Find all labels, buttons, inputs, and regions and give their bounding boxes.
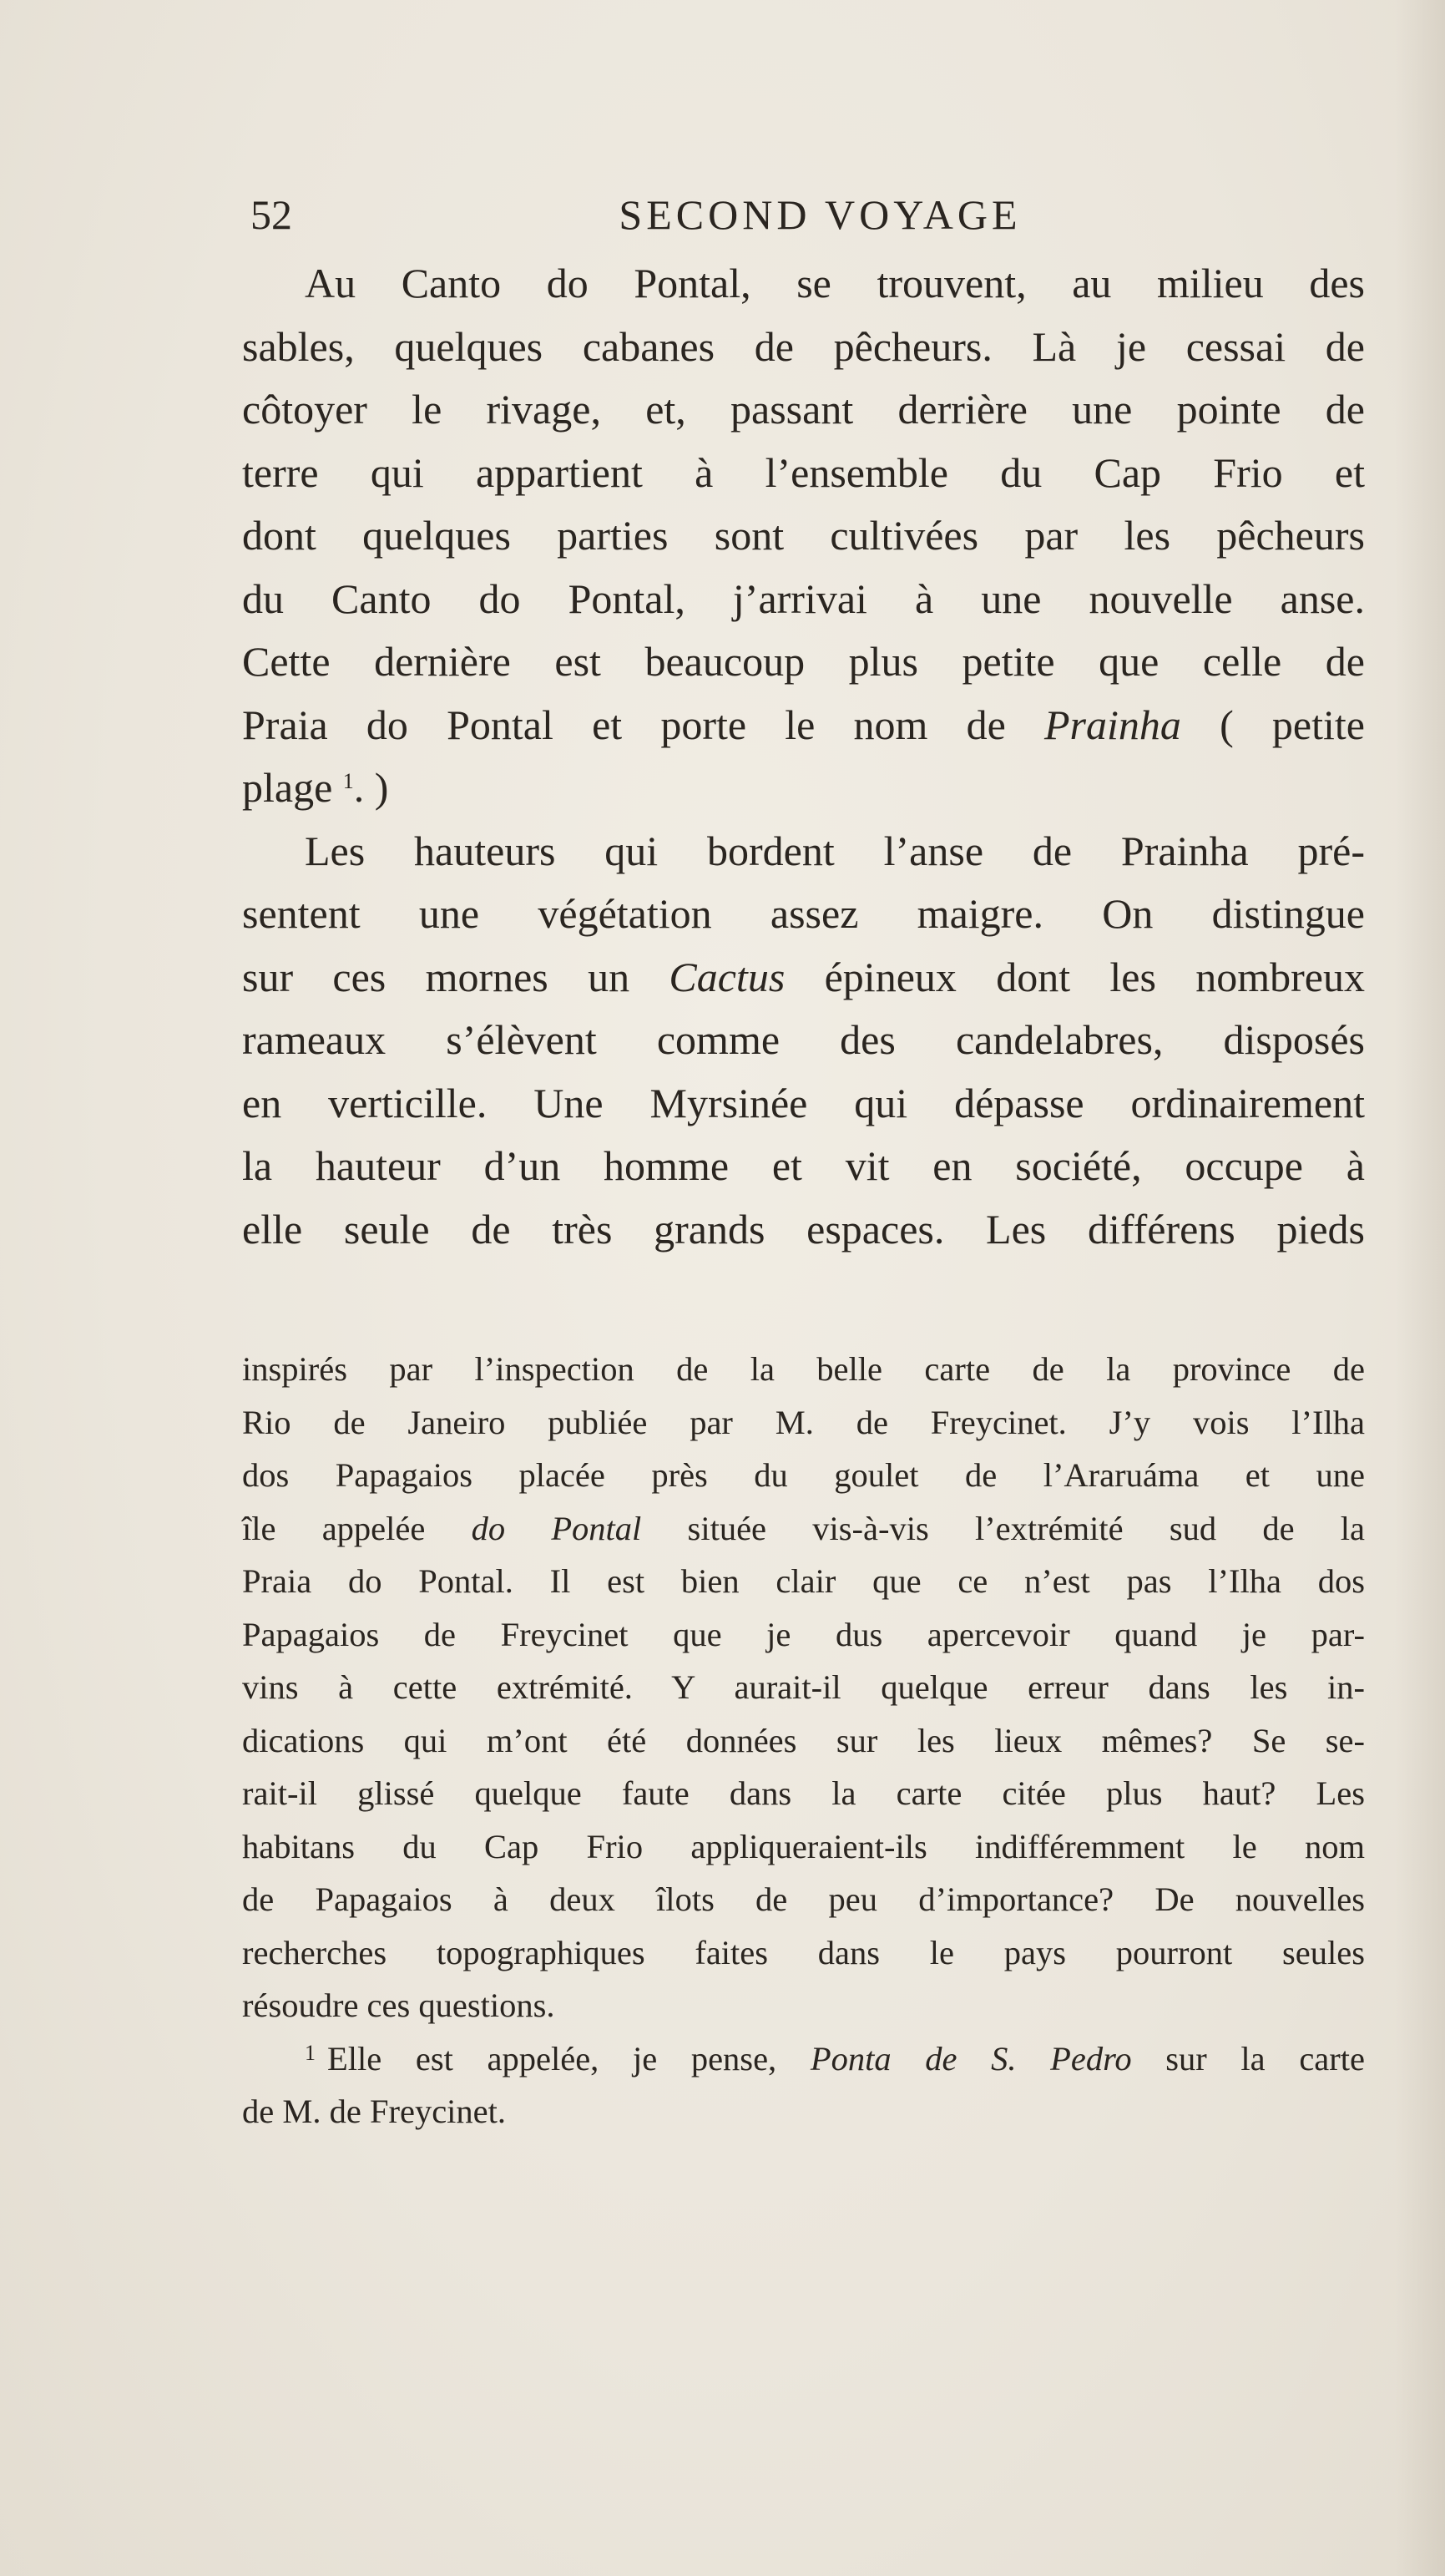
footnote-line: dications qui m’ont été données sur les lieux mêmes? Se se- — [242, 1721, 1365, 1759]
text-line: côtoyer le rivage, et, passant derrière une pointe de — [242, 386, 1365, 433]
text-line — [242, 694, 1365, 757]
running-title: SECOND VOYAGE — [619, 191, 1022, 238]
footnote-marker: 1 — [305, 2040, 316, 2065]
text-line: Cette dernière est beaucoup plus petite que celle de — [242, 638, 1365, 685]
text-segment: sur ces mornes un — [242, 953, 669, 1000]
footnote-line: dos Papagaios placée près du goulet de l’Araruáma et une — [242, 1456, 1365, 1494]
page-number: 52 — [250, 191, 292, 238]
text-segment: . ) — [353, 764, 389, 811]
footnote-line — [242, 1502, 1365, 1556]
footnote-line: rait-il glissé quelque faute dans la carte citée plus haut? Les — [242, 1774, 1365, 1812]
italic-term-ponta-de-s-pedro: Ponta de S. Pedro — [810, 2039, 1132, 2078]
text-segment: île appelée — [242, 1509, 472, 1547]
text-line: sables, quelques cabanes de pêcheurs. Là je cessai de — [242, 322, 1365, 370]
footnote-line: Papagaios de Freycinet que je dus apercevoir quand je par- — [242, 1615, 1365, 1653]
text-segment: sur la carte — [1131, 2039, 1365, 2078]
text-segment: épineux dont les nombreux — [785, 953, 1365, 1000]
footnote-line — [242, 2032, 1365, 2086]
text-segment: plage — [242, 764, 343, 811]
text-line: la hauteur d’un homme et vit en société, occupe à — [242, 1142, 1365, 1189]
main-text — [242, 252, 1365, 1261]
footnote-line: inspirés par l’inspection de la belle carte de la province de — [242, 1350, 1365, 1388]
footnote-line: résoudre ces questions. — [242, 1986, 555, 2024]
footnote-line: Praia do Pontal. Il est bien clair que ce n’est pas l’Ilha dos — [242, 1562, 1365, 1600]
italic-term-cactus: Cactus — [669, 953, 786, 1000]
text-segment: Elle est appelée, je pense, — [327, 2039, 811, 2078]
italic-term-prainha: Prainha — [1044, 701, 1181, 748]
footnote-line: habitans du Cap Frio appliqueraient-ils indifféremment le nom — [242, 1827, 1365, 1865]
text-line: sentent une végétation assez maigre. On distingue — [242, 890, 1365, 937]
footnote-reference[interactable]: 1 — [342, 769, 354, 793]
footnote-line: de M. de Freycinet. — [242, 2093, 507, 2130]
text-line: dont quelques parties sont cultivées par les pêcheurs — [242, 512, 1365, 559]
text-segment: Praia do Pontal et porte le nom de — [242, 701, 1044, 748]
text-line: rameaux s’élèvent comme des candelabres, disposés — [242, 1016, 1365, 1063]
text-segment: ( petite — [1180, 701, 1365, 748]
text-line: Les hauteurs qui bordent l’anse de Prainha pré- — [305, 827, 1365, 874]
italic-term-do-pontal: do Pontal — [471, 1509, 642, 1547]
text-line: du Canto do Pontal, j’arrivai à une nouvelle anse. — [242, 574, 1365, 622]
page-header — [242, 185, 1365, 244]
footnote-line: de Papagaios à deux îlots de peu d’importance? De nouvelles — [242, 1880, 1365, 1918]
footnote-line: vins à cette extrémité. Y aurait-il quelque erreur dans les in- — [242, 1668, 1365, 1706]
text-line: terre qui appartient à l’ensemble du Cap Frio et — [242, 448, 1365, 496]
text-line — [242, 946, 1365, 1010]
text-line: elle seule de très grands espaces. Les différens pieds — [242, 1205, 1365, 1253]
text-line: Au Canto do Pontal, se trouvent, au milieu des — [305, 260, 1365, 306]
text-line: en verticille. Une Myrsinée qui dépasse ordinairement — [242, 1079, 1365, 1126]
footnote-line: recherches topographiques faites dans le pays pourront seules — [242, 1933, 1365, 1971]
text-line — [242, 757, 1365, 820]
footnote-line: Rio de Janeiro publiée par M. de Freycinet. J’y vois l’Ilha — [242, 1403, 1365, 1441]
text-segment: située vis-à-vis l’extrémité sud de la — [641, 1509, 1366, 1547]
footnotes — [242, 1343, 1365, 2138]
page-edge-shadow — [1395, 0, 1445, 2576]
